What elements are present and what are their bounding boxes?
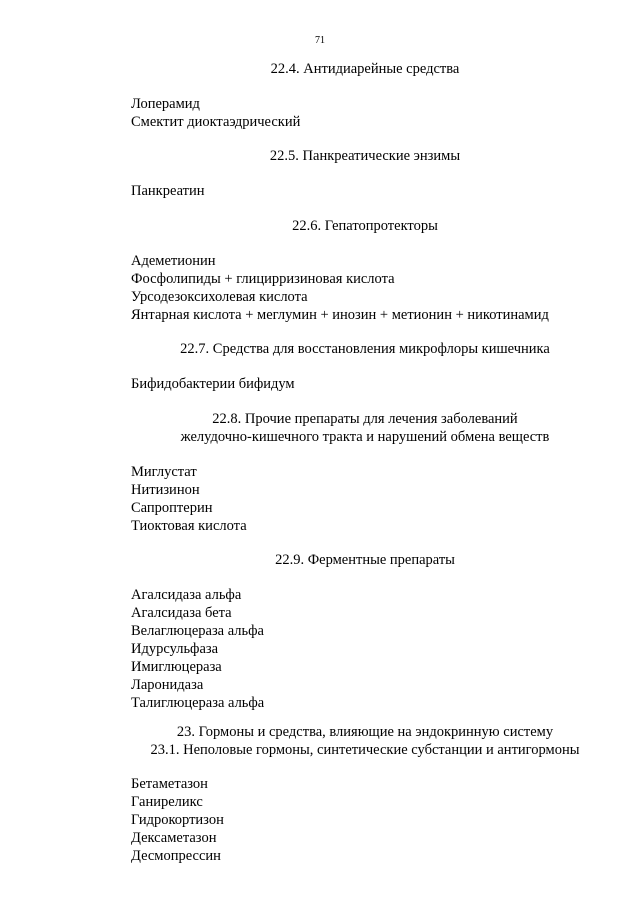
heading-22-4: 22.4. Антидиарейные средства bbox=[270, 61, 460, 77]
list-item: Нитизинон bbox=[131, 482, 200, 498]
list-item: Агалсидаза альфа bbox=[131, 587, 242, 603]
list-item: Гидрокортизон bbox=[131, 812, 224, 828]
list-item: Велаглюцераза альфа bbox=[131, 623, 264, 639]
list-item: Лоперамид bbox=[131, 96, 200, 112]
list-item: Идурсульфаза bbox=[131, 641, 219, 657]
list-item: Миглустат bbox=[131, 464, 197, 480]
heading-23: 23. Гормоны и средства, влияющие на эндокринную систему bbox=[176, 724, 554, 740]
heading-23-1: 23.1. Неполовые гормоны, синтетические субстанции и антигормоны bbox=[150, 742, 580, 758]
list-item: Панкреатин bbox=[131, 183, 205, 199]
list-item: Фосфолипиды + глицирризиновая кислота bbox=[131, 271, 395, 287]
heading-22-6: 22.6. Гепатопротекторы bbox=[292, 218, 438, 234]
list-item: Десмопрессин bbox=[131, 848, 221, 864]
list-item: Смектит диоктаэдрический bbox=[131, 114, 301, 130]
heading-22-5: 22.5. Панкреатические энзимы bbox=[269, 148, 461, 164]
list-item: Урсодезоксихолевая кислота bbox=[131, 289, 308, 305]
list-item: Адеметионин bbox=[131, 253, 216, 269]
list-item: Агалсидаза бета bbox=[131, 605, 232, 621]
list-item: Тиоктовая кислота bbox=[131, 518, 247, 534]
list-item: Янтарная кислота + меглумин + инозин + метионин + никотинамид bbox=[131, 307, 549, 323]
list-item: Сапроптерин bbox=[131, 500, 213, 516]
list-item: Ганиреликс bbox=[131, 794, 203, 810]
list-item: Дексаметазон bbox=[131, 830, 217, 846]
list-item: Бетаметазон bbox=[131, 776, 208, 792]
list-item: Имиглюцераза bbox=[131, 659, 222, 675]
list-item: Ларонидаза bbox=[131, 677, 204, 693]
page-number: 71 bbox=[315, 35, 325, 46]
heading-22-9: 22.9. Ферментные препараты bbox=[275, 552, 455, 568]
heading-22-8-line1: 22.8. Прочие препараты для лечения заболеваний bbox=[212, 411, 518, 427]
heading-22-7: 22.7. Средства для восстановления микрофлоры кишечника bbox=[180, 341, 550, 357]
list-item: Бифидобактерии бифидум bbox=[131, 376, 295, 392]
heading-22-8-line2: желудочно-кишечного тракта и нарушений обмена веществ bbox=[180, 429, 550, 445]
list-item: Талиглюцераза альфа bbox=[131, 695, 265, 711]
